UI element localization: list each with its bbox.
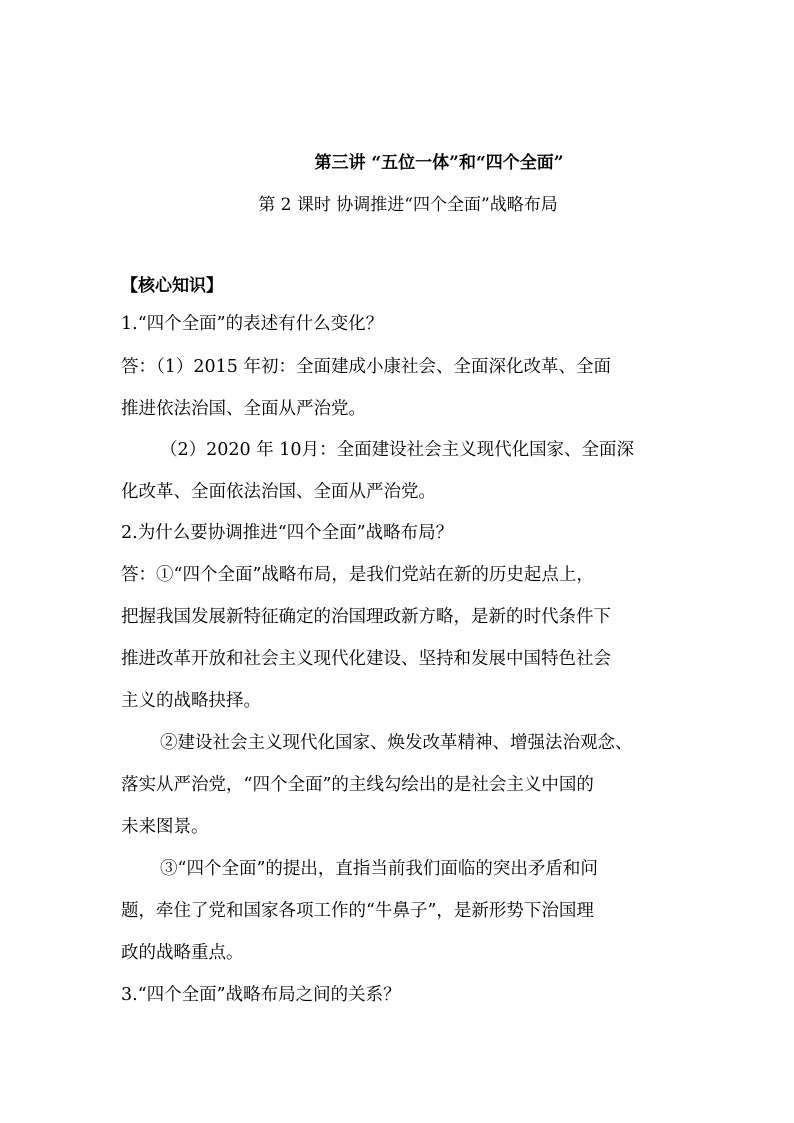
answer-line: 推进改革开放和社会主义现代化建设、坚持和发展中国特色社会 [121,649,611,669]
answer-line: 题，牵住了党和国家各项工作的“牛鼻子”，是新形势下治国理 [121,901,594,921]
answer-line: 主义的战略抉择。 [121,691,261,711]
section-heading: 【核心知识】 [121,276,223,296]
answer-line: 化改革、全面依法治国、全面从严治党。 [121,482,436,502]
lecture-title: 第三讲 “五位一体”和“四个全面” [314,153,564,173]
answer-line: 落实从严治党，“四个全面”的主线勾绘出的是社会主义中国的 [121,775,594,795]
answer-line: （2）2020 年 10月：全面建设社会主义现代化国家、全面深 [160,440,635,460]
answer-line: 政的战略重点。 [121,943,244,963]
question-3: 3.“四个全面”战略布局之间的关系？ [121,985,401,1005]
lesson-subtitle: 第 2 课时 协调推进“四个全面”战略布局 [258,195,558,215]
answer-line: 答：（1）2015 年初：全面建成小康社会、全面深化改革、全面 [121,357,611,377]
question-2: 2.为什么要协调推进“四个全面”战略布局？ [121,523,454,543]
answer-line: ②建设社会主义现代化国家、焕发改革精神、增强法治观念、 [160,733,633,753]
question-1: 1.“四个全面”的表述有什么变化？ [121,314,384,334]
answer-line: 答：①“四个全面”战略布局，是我们党站在新的历史起点上， [121,565,594,585]
answer-line: 把握我国发展新特征确定的治国理政新方略，是新的时代条件下 [121,607,611,627]
answer-line: 推进依法治国、全面从严治党。 [121,399,366,419]
answer-line: 未来图景。 [121,817,209,837]
answer-line: ③“四个全面”的提出，直指当前我们面临的突出矛盾和问 [160,859,598,879]
